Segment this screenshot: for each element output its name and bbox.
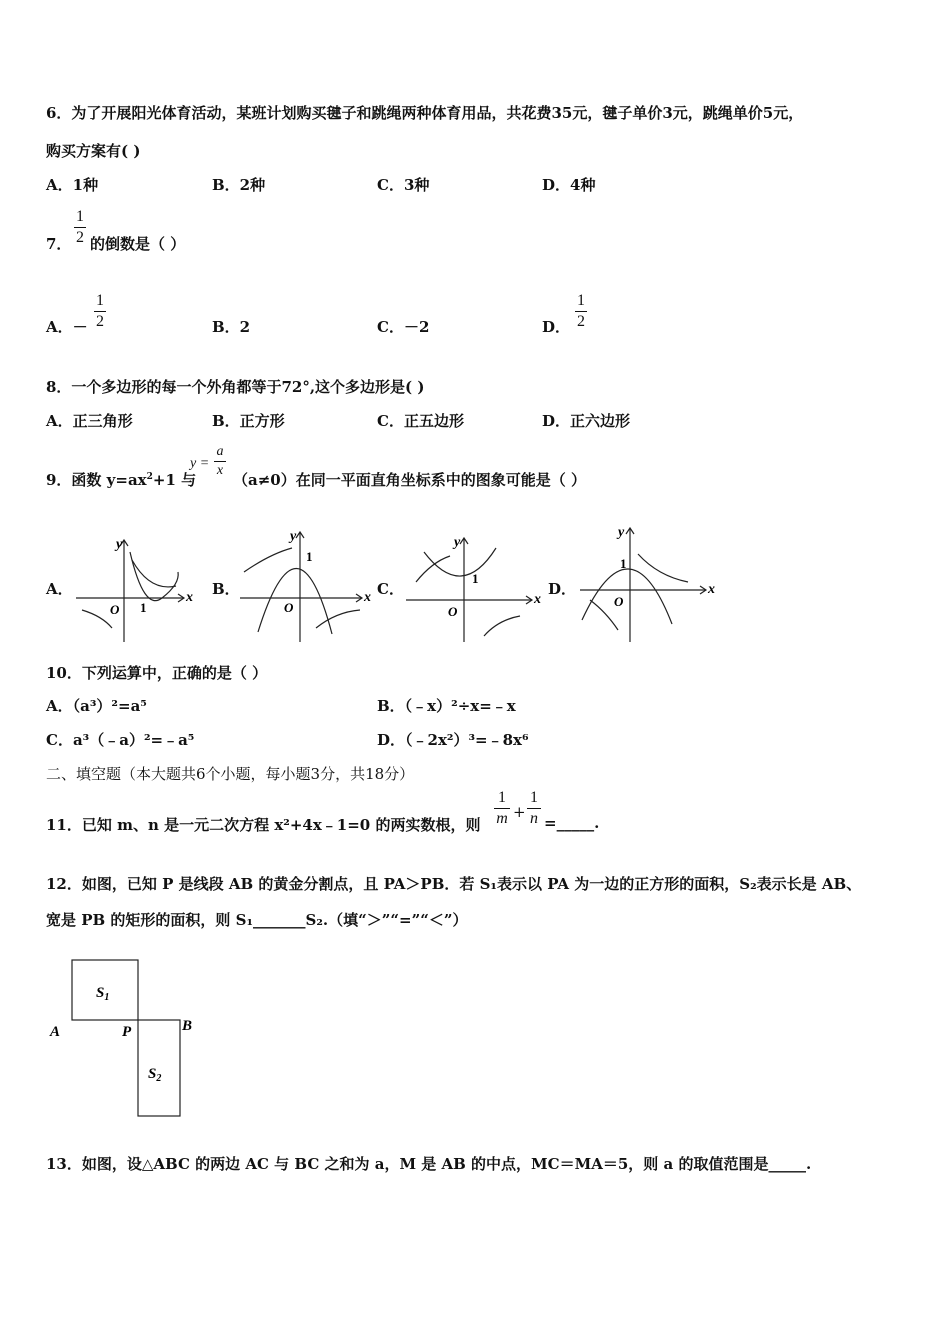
q7-suffix: 的倒数是（ ） xyxy=(90,235,186,253)
q6-option-c: C．3种 xyxy=(377,176,430,194)
q9-formula-y: y = xyxy=(190,456,210,471)
q12-line2: 宽是 PB 的矩形的面积，则 S₁_______S₂.（填“＞”“=”“＜”） xyxy=(46,911,468,929)
rectangle-s2 xyxy=(138,1020,180,1116)
q7-prefix: 7． xyxy=(46,235,72,253)
q6-line1: 6．为了开展阳光体育活动，某班计划购买毽子和跳绳两种体育用品，共花费35元，毽子单价3元，跳绳单价5元， xyxy=(46,104,804,122)
q12-line1: 12．如图，已知 P 是线段 AB 的黄金分割点，且 PA＞PB．若 S₁表示以 PA 为一边的正方形的面积，S₂表示长是 AB、 xyxy=(46,875,862,893)
q9-graph-b xyxy=(236,524,376,644)
q9-graph-b-origin: O xyxy=(284,600,294,615)
q10-option-b: B．（﹣x）²÷x=﹣x xyxy=(377,697,516,715)
q10-stem: 10．下列运算中，正确的是（ ） xyxy=(46,664,268,682)
q9-graph-c-label: C． xyxy=(377,580,404,598)
q9-graph-a-x-label: x xyxy=(186,590,193,605)
q7-option-a: A．－ xyxy=(46,318,88,336)
q8-option-d: D．正六边形 xyxy=(542,412,631,430)
q9-stem: 9．函数 $y=ax^2+1$ 与 xyxy=(46,471,197,489)
q9-graph-b-label: B． xyxy=(212,580,240,598)
s2-label: $S_2$ xyxy=(148,1066,162,1084)
q9-graph-d xyxy=(576,520,722,644)
q8-option-c: C．正五边形 xyxy=(377,412,464,430)
q10-option-d: D．（﹣2x²）³=﹣8x⁶ xyxy=(377,731,529,749)
q9-formula-fraction: a x xyxy=(214,444,226,479)
q8-stem: 8．一个多边形的每一个外角都等于72°,这个多边形是( ) xyxy=(46,378,425,396)
q9-graph-c-one: 1 xyxy=(472,571,479,586)
q13-text: 13．如图，设△ABC 的两边 AC 与 BC 之和为 a，M 是 AB 的中点，MC＝MA＝5，则 a 的取值范围是_____. xyxy=(46,1155,812,1173)
q11-plus: + xyxy=(513,803,526,821)
section-2-heading: 二、填空题（本大题共6个小题，每小题3分，共18分） xyxy=(46,765,415,783)
q6-option-b: B．2种 xyxy=(212,176,266,194)
q9-graph-a-y-label: y xyxy=(116,537,123,552)
q9-graph-d-one: 1 xyxy=(620,556,627,571)
q9-suffix: （a≠0）在同一平面直角坐标系中的图象可能是（ ） xyxy=(233,471,586,489)
point-b-label: B xyxy=(182,1018,193,1034)
q9-graph-a-label: A． xyxy=(46,580,73,598)
q9-graph-d-label: D． xyxy=(548,580,577,598)
q9-graph-c-x-label: x xyxy=(534,592,541,607)
q8-option-b: B．正方形 xyxy=(212,412,285,430)
q9-graph-c-y-label: y xyxy=(454,535,461,550)
q6-line2: 购买方案有( ) xyxy=(46,142,141,160)
q9-graph-b-y-label: y xyxy=(290,529,297,544)
q10-option-a: A．（a³）²=a⁵ xyxy=(46,697,147,715)
q6-option-a: A．1种 xyxy=(46,176,99,194)
point-p-label: P xyxy=(122,1024,132,1040)
q9-graph-b-x-label: x xyxy=(364,590,371,605)
q7-fraction: 1 2 xyxy=(76,208,84,246)
q10-option-c: C．a³（﹣a）²=﹣a⁵ xyxy=(46,731,195,749)
q9-graph-d-x-label: x xyxy=(708,582,715,597)
q9-graph-a-one: 1 xyxy=(140,600,147,615)
q11-fraction-m: 1 m xyxy=(494,789,510,828)
q8-option-a: A．正三角形 xyxy=(46,412,133,430)
q9-graph-d-origin: O xyxy=(614,594,624,609)
q7-option-a-fraction: 1 2 xyxy=(96,292,104,330)
q11-end: =_____. xyxy=(544,814,600,832)
q9-graph-b-one: 1 xyxy=(306,549,313,564)
q9-graph-a xyxy=(72,532,202,644)
q7-option-d-fraction: 1 2 xyxy=(577,292,585,330)
q7-option-c: C．－2 xyxy=(377,318,430,336)
square-s1 xyxy=(72,960,138,1020)
q11-text: 11．已知 m、n 是一元二次方程 x²+4x﹣1=0 的两实数根，则 xyxy=(46,816,481,834)
q9-graph-d-y-label: y xyxy=(618,525,625,540)
q9-graph-a-origin: O xyxy=(110,602,120,617)
point-a-label: A xyxy=(50,1024,61,1040)
q9-graph-c-origin: O xyxy=(448,604,458,619)
q11-fraction-n: 1 n xyxy=(527,789,541,828)
q6-option-d: D．4种 xyxy=(542,176,596,194)
s1-label: $S_1$ xyxy=(96,985,110,1003)
q7-option-b: B．2 xyxy=(212,318,251,336)
q7-option-d: D． xyxy=(542,318,571,336)
q9-graph-c xyxy=(402,532,548,644)
q12-diagram xyxy=(44,952,214,1122)
